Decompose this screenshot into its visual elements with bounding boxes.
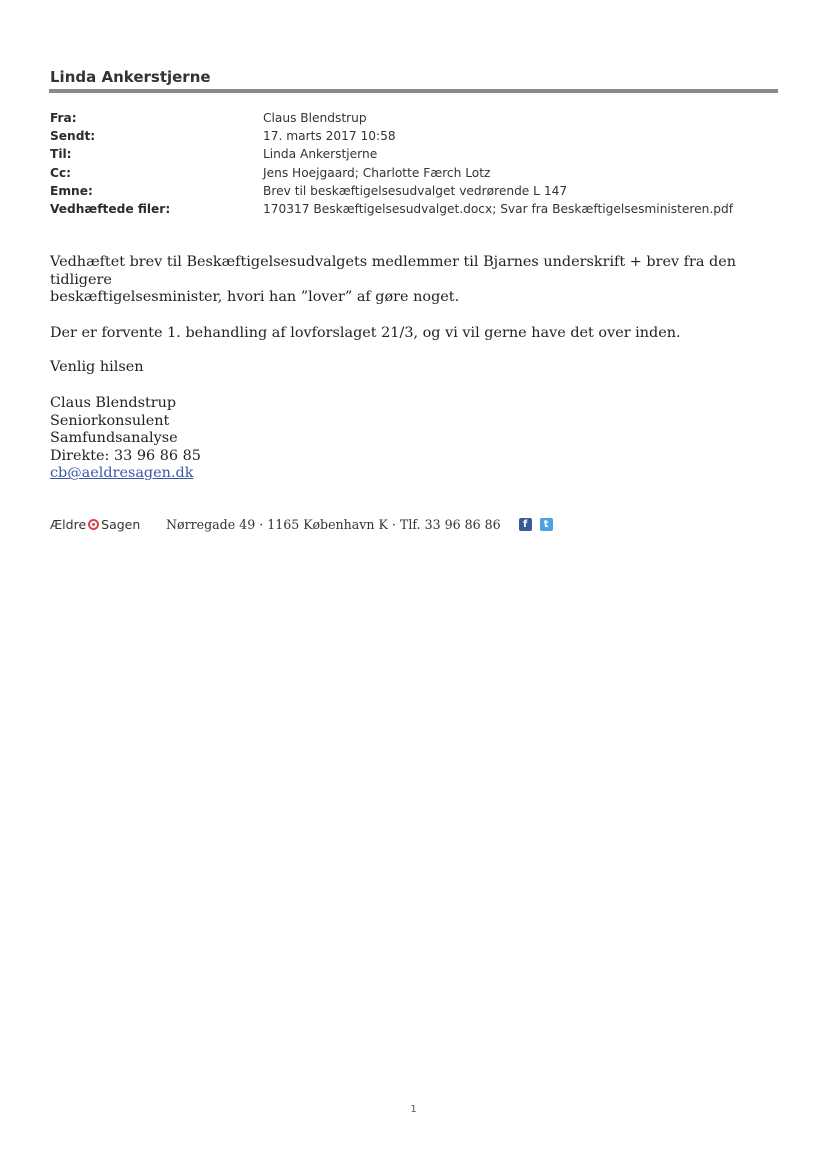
- page-owner-name: Linda Ankerstjerne: [50, 68, 211, 86]
- page-number: 1: [410, 1104, 417, 1115]
- social-links: [519, 518, 561, 531]
- body-paragraph-2: Der er forvente 1. behandling af lovforslaget 21/3, og vi vil gerne have det over inden.: [50, 324, 681, 341]
- header-row-cc: [50, 164, 733, 182]
- cc-label: Cc:: [50, 165, 72, 180]
- signature-name: Claus Blendstrup: [50, 394, 177, 411]
- facebook-icon[interactable]: f: [519, 518, 532, 531]
- header-divider: [49, 89, 778, 93]
- subject-label: Emne:: [50, 183, 93, 198]
- header-row-from: [50, 109, 733, 127]
- body-paragraph-1: [50, 254, 770, 307]
- greeting: Venlig hilsen: [50, 359, 144, 376]
- to-label: Til:: [50, 147, 72, 162]
- header-row-to: [50, 145, 733, 163]
- sent-value: 17. marts 2017 10:58: [263, 129, 396, 144]
- signature-department: Samfundsanalyse: [50, 430, 178, 447]
- to-value: Linda Ankerstjerne: [263, 147, 378, 162]
- footer: [50, 513, 561, 535]
- email-body: [50, 254, 770, 483]
- attachments-label: Vedhæftede filer:: [50, 202, 171, 217]
- signature-phone: Direkte: 33 96 86 85: [50, 447, 201, 464]
- twitter-icon[interactable]: t: [540, 518, 553, 531]
- aeldresagen-logo: [50, 517, 166, 532]
- signature-block: [50, 395, 770, 483]
- body-paragraph-1-line-2: beskæftigelsesminister, hvori han ”lover” af gøre noget.: [50, 289, 460, 306]
- header-row-subject: [50, 182, 733, 200]
- header-row-attachments: [50, 200, 733, 218]
- body-paragraph-1-line-1: Vedhæftet brev til Beskæftigelsesudvalgets medlemmer til Bjarnes underskrift + brev fra den tidligere: [50, 254, 737, 288]
- signature-title: Seniorkonsulent: [50, 412, 170, 429]
- signature-email-link[interactable]: cb@aeldresagen.dk: [50, 465, 194, 482]
- logo-circle-icon: [88, 519, 99, 530]
- email-header: [50, 109, 733, 218]
- logo-text-left: Ældre: [50, 516, 87, 532]
- header-row-sent: [50, 127, 733, 145]
- from-value: Claus Blendstrup: [263, 111, 367, 125]
- cc-value: Jens Hoejgaard; Charlotte Færch Lotz: [263, 165, 491, 180]
- subject-value: Brev til beskæftigelsesudvalget vedrørende L 147: [263, 183, 568, 198]
- sent-label: Sendt:: [50, 129, 96, 144]
- attachments-value: 170317 Beskæftigelsesudvalget.docx; Svar fra Beskæftigelsesministeren.pdf: [263, 202, 734, 217]
- logo-text-right: Sagen: [101, 516, 141, 532]
- from-label: Fra:: [50, 111, 77, 125]
- footer-address: Nørregade 49 · 1165 København K · Tlf. 33 96 86 86: [166, 516, 501, 532]
